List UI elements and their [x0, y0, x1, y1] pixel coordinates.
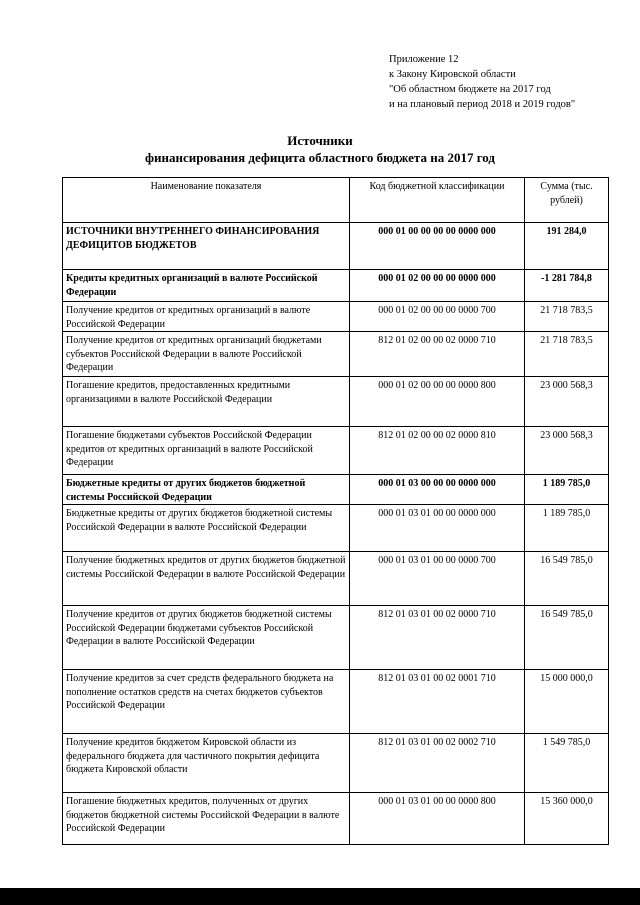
row-sum: 23 000 568,3: [525, 427, 609, 475]
row-name: Получение кредитов бюджетом Кировской области из федерального бюджета для частичного покрытия дефицита бюджета Кировской области: [63, 734, 350, 793]
row-sum: 23 000 568,3: [525, 377, 609, 427]
table-row: [63, 475, 609, 505]
table-row: [63, 734, 609, 793]
header-sum: Сумма (тыс. рублей): [525, 178, 609, 223]
table-row: [63, 377, 609, 427]
table-row: [63, 552, 609, 606]
header-name: Наименование показателя: [63, 178, 350, 223]
row-code: 000 01 03 01 00 00 0000 800: [350, 793, 525, 845]
row-sum: 191 284,0: [525, 223, 609, 270]
header-code: Код бюджетной классификации: [350, 178, 525, 223]
row-name: Бюджетные кредиты от других бюджетов бюджетной системы Российской Федерации в валюте Российской Федерации: [63, 505, 350, 552]
table-row: [63, 427, 609, 475]
row-name: Получение кредитов от кредитных организаций бюджетами субъектов Российской Федерации в валюте Российской Федерации: [63, 332, 350, 377]
table-header-row: [63, 178, 609, 223]
financing-sources-table: [62, 177, 609, 845]
document-title: [0, 132, 640, 166]
row-name: Кредиты кредитных организаций в валюте Российской Федерации: [63, 270, 350, 302]
title-line: финансирования дефицита областного бюджета на 2017 год: [145, 150, 495, 165]
row-name: Получение бюджетных кредитов от других бюджетов бюджетной системы Российской Федерации в валюте Российской Федерации: [63, 552, 350, 606]
row-name: Погашение бюджетами субъектов Российской Федерации кредитов от кредитных организаций в валюте Российской Федерации: [63, 427, 350, 475]
table-row: [63, 223, 609, 270]
table-row: [63, 505, 609, 552]
row-code: 812 01 03 01 00 02 0000 710: [350, 606, 525, 670]
row-name: Погашение бюджетных кредитов, полученных от других бюджетов бюджетной системы Российской Федерации в валюте Российской Федерации: [63, 793, 350, 845]
table-row: [63, 793, 609, 845]
row-name: ИСТОЧНИКИ ВНУТРЕННЕГО ФИНАНСИРОВАНИЯ ДЕФИЦИТОВ БЮДЖЕТОВ: [63, 223, 350, 270]
page-bottom-edge: [0, 888, 640, 905]
row-sum: 15 360 000,0: [525, 793, 609, 845]
table-row: [63, 302, 609, 332]
table-row: [63, 606, 609, 670]
row-sum: 16 549 785,0: [525, 606, 609, 670]
row-name: Получение кредитов от других бюджетов бюджетной системы Российской Федерации бюджетами субъектов Российской Федерации в валюте Российской Федерации: [63, 606, 350, 670]
row-name: Получение кредитов за счет средств федерального бюджета на пополнение остатков средств на счетах бюджетов субъектов Российской Федерации: [63, 670, 350, 734]
row-code: 000 01 02 00 00 00 0000 000: [350, 270, 525, 302]
row-name: Погашение кредитов, предоставленных кредитными организациями в валюте Российской Федерации: [63, 377, 350, 427]
row-code: 000 01 02 00 00 00 0000 700: [350, 302, 525, 332]
row-sum: 15 000 000,0: [525, 670, 609, 734]
row-sum: 1 189 785,0: [525, 475, 609, 505]
row-sum: -1 281 784,8: [525, 270, 609, 302]
row-sum: 16 549 785,0: [525, 552, 609, 606]
row-code: 812 01 03 01 00 02 0001 710: [350, 670, 525, 734]
table-row: [63, 270, 609, 302]
row-sum: 21 718 783,5: [525, 332, 609, 377]
table-row: [63, 670, 609, 734]
row-code: 000 01 03 00 00 00 0000 000: [350, 475, 525, 505]
appendix-line: и на плановый период 2018 и 2019 годов": [389, 99, 576, 110]
row-code: 812 01 03 01 00 02 0002 710: [350, 734, 525, 793]
appendix-line: "Об областном бюджете на 2017 год: [389, 84, 551, 95]
appendix-reference: [389, 52, 575, 112]
table-row: [63, 332, 609, 377]
row-sum: 1 189 785,0: [525, 505, 609, 552]
row-code: 812 01 02 00 00 02 0000 710: [350, 332, 525, 377]
row-code: 000 01 03 01 00 00 0000 700: [350, 552, 525, 606]
title-line: Источники: [287, 133, 353, 148]
row-code: 000 01 02 00 00 00 0000 800: [350, 377, 525, 427]
row-code: 000 01 03 01 00 00 0000 000: [350, 505, 525, 552]
row-sum: 21 718 783,5: [525, 302, 609, 332]
row-code: 812 01 02 00 00 02 0000 810: [350, 427, 525, 475]
row-sum: 1 549 785,0: [525, 734, 609, 793]
row-name: Получение кредитов от кредитных организаций в валюте Российской Федерации: [63, 302, 350, 332]
appendix-line: к Закону Кировской области: [389, 69, 516, 80]
row-name: Бюджетные кредиты от других бюджетов бюджетной системы Российской Федерации: [63, 475, 350, 505]
appendix-line: Приложение 12: [389, 54, 459, 65]
row-code: 000 01 00 00 00 00 0000 000: [350, 223, 525, 270]
